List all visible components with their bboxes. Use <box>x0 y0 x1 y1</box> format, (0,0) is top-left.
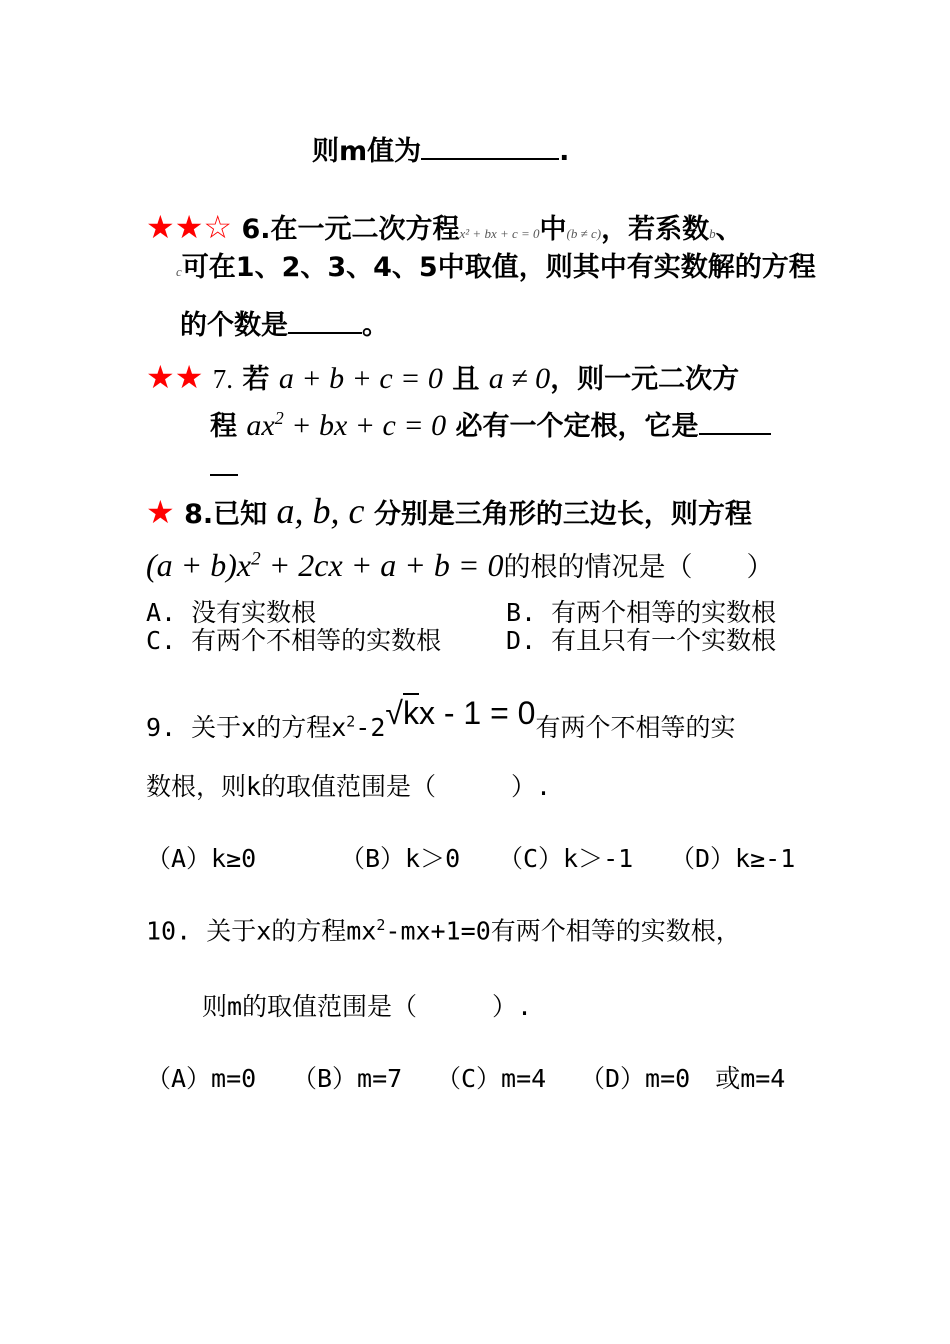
q8-eq-exponent: 2 <box>251 548 261 570</box>
q8-eq-part-b: + 2cx + a + b = 0 <box>260 547 504 583</box>
q8-option-a: A. 没有实数根 <box>146 598 317 627</box>
difficulty-stars: ★★ <box>146 358 204 396</box>
question-10-line-1 <box>146 916 741 946</box>
difficulty-stars: ★ <box>146 493 175 531</box>
question-7-line-3 <box>210 452 238 484</box>
q6-text-4: 、 <box>715 214 743 245</box>
q7-text-1: 若 <box>242 364 270 395</box>
q6-var-c: c <box>176 264 182 279</box>
q8-eq-part-a: (a + b)x <box>146 547 252 583</box>
q7-eq-exponent: 2 <box>274 408 284 428</box>
q9-option-d: （D）k≥-1 <box>670 844 796 873</box>
q8-text-1: 已知 <box>213 499 268 530</box>
q10-text-1: 10. 关于x的方程mx <box>146 916 377 946</box>
q6-end: 。 <box>362 310 389 341</box>
q6-text-2: 中 <box>539 214 567 245</box>
q10-exponent: 2 <box>376 916 386 934</box>
q8-text-2: 分别是三角形的三边长，则方程 <box>373 499 752 530</box>
q10-text-line2: 则m的取值范围是（ ）. <box>202 992 533 1021</box>
q7-eq-part-a: ax <box>246 409 275 442</box>
answer-blank <box>288 310 362 334</box>
q6-text-line3: 的个数是 <box>180 310 288 341</box>
q6-condition: (b ≠ c) <box>566 226 602 241</box>
q10-option-b: （B）m=7 <box>292 1064 403 1093</box>
q6-text-3: ，若系数 <box>601 214 710 245</box>
q7-equation <box>246 409 446 442</box>
q5-tail-text: 则m值为 <box>312 136 422 167</box>
answer-blank-continued <box>210 452 238 476</box>
q5-tail-end: . <box>559 136 570 167</box>
q8-equation <box>146 547 503 583</box>
question-8-line-1 <box>146 490 752 533</box>
question-9-line-2 <box>146 772 551 802</box>
question-number: 7. <box>212 364 234 394</box>
question-7-line-2 <box>210 408 771 444</box>
q6-text-line2: 可在1、2、3、4、5中取值，则其中有实数解的方程 <box>181 252 816 283</box>
q9-text-2: -2 <box>355 713 386 742</box>
q6-text-1: 在一元二次方程 <box>270 214 460 245</box>
q9-text-4: 有两个不相等的实 <box>535 713 736 742</box>
q9-radical: √k <box>385 695 419 731</box>
q7-text-3: ，则一元二次方 <box>550 364 740 395</box>
q9-option-a: （A）k≥0 <box>146 844 257 873</box>
q9-text-1: 9. 关于x的方程x <box>146 713 347 742</box>
q10-option-a: （A）m=0 <box>146 1064 257 1093</box>
q5-tail <box>312 136 569 168</box>
q6-var-b: b <box>709 226 716 241</box>
difficulty-stars: ★★☆ <box>146 208 233 246</box>
question-6-line-2 <box>176 252 816 284</box>
q8-variables: a, b, c <box>276 491 365 531</box>
q9-exponent: 2 <box>346 712 356 731</box>
q10-text-2: -mx+1=0有两个相等的实数根， <box>385 916 741 946</box>
question-number: 8. <box>184 499 214 530</box>
question-6-line-1 <box>146 208 743 246</box>
q7-condition-2: a ≠ 0 <box>488 362 551 395</box>
question-8-line-2 <box>146 546 773 584</box>
q6-equation: x² + bx + c = 0 <box>459 226 540 241</box>
answer-blank <box>421 136 559 160</box>
question-7-line-1 <box>146 358 739 397</box>
q8-option-c: C. 有两个不相等的实数根 <box>146 626 442 655</box>
q8-option-d: D. 有且只有一个实数根 <box>506 626 777 655</box>
q8-text-3: 的根的情况是（ ） <box>503 552 774 583</box>
q9-text-line2: 数根，则k的取值范围是（ ）. <box>146 772 552 801</box>
q7-condition-1: a + b + c = 0 <box>278 362 443 395</box>
q9-option-b: （B）k＞0 <box>340 844 461 873</box>
q7-eq-part-b: + bx + c = 0 <box>283 409 447 442</box>
q9-option-c: （C）k＞-1 <box>498 844 634 873</box>
question-number: 6. <box>241 214 271 245</box>
q8-option-b: B. 有两个相等的实数根 <box>506 598 777 627</box>
q7-text-4: 程 <box>210 411 237 442</box>
q9-equation-tail: x - 1 = 0 <box>418 695 536 731</box>
question-9-line-1 <box>146 695 736 744</box>
question-6-line-3 <box>180 310 389 342</box>
answer-blank <box>699 411 771 435</box>
q10-option-d: （D）m=0 或m=4 <box>580 1064 786 1093</box>
question-10-line-2 <box>202 992 532 1022</box>
q9-radicand: k <box>402 695 419 731</box>
q7-text-5: 必有一个定根，它是 <box>455 411 699 442</box>
q10-option-c: （C）m=4 <box>436 1064 547 1093</box>
q7-text-2: 且 <box>452 364 480 395</box>
